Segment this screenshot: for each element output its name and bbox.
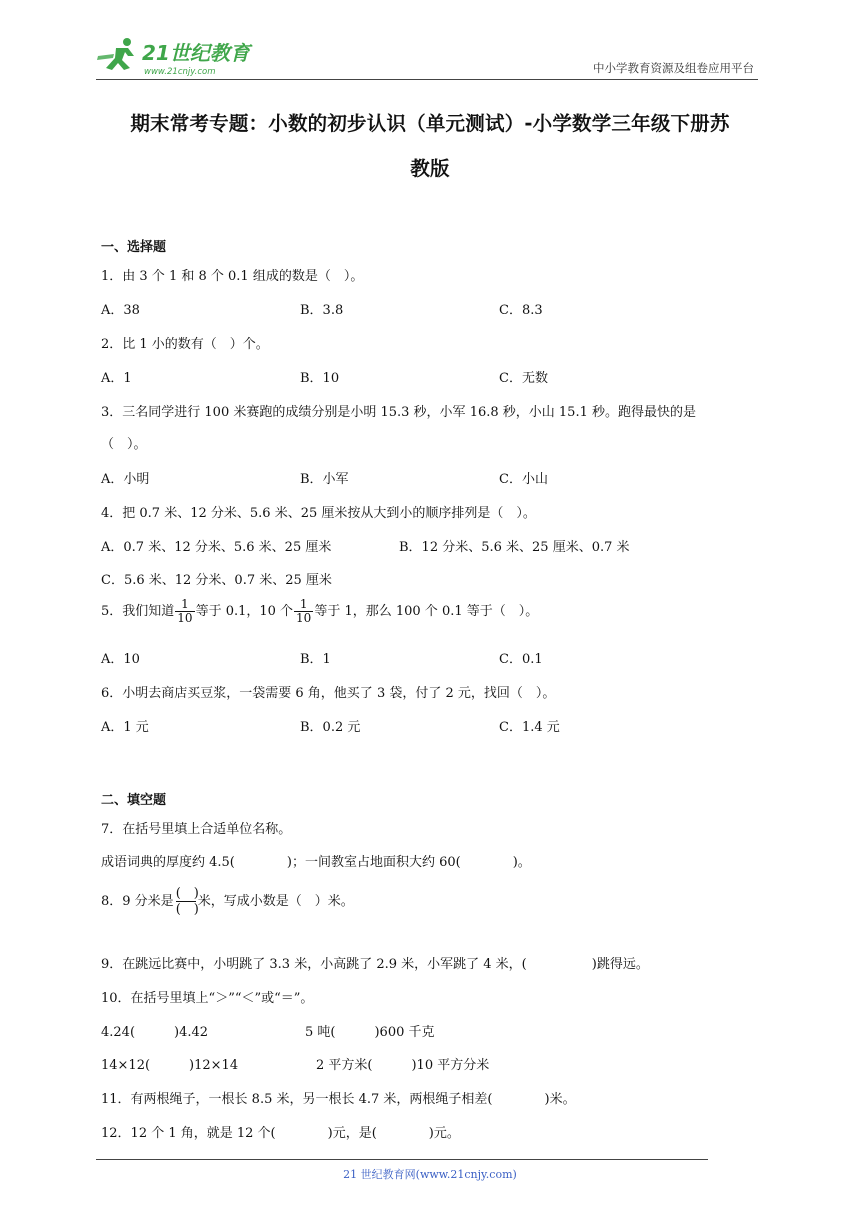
- q6-option-b: B．0.2 元: [300, 720, 361, 735]
- q6-option-a: A．1 元: [101, 720, 149, 735]
- q10-item-2: 5 吨( )600 千克: [305, 1025, 435, 1040]
- q8-text-1: 8．9 分米是: [101, 894, 174, 909]
- q5-option-c: C．0.1: [499, 652, 543, 667]
- question-7: 7．在括号里填上合适单位名称。: [101, 822, 292, 837]
- q1-option-a: A．38: [101, 303, 140, 318]
- question-6: 6．小明去商店买豆浆，一袋需要 6 角，他买了 3 袋，付了 2 元，找回（ ）。: [101, 686, 556, 701]
- question-3: 3．三名同学进行 100 米赛跑的成绩分别是小明 15.3 秒，小军 16.8 秒，小山 15.1 秒。跑得最快的是: [101, 405, 696, 420]
- fraction-numerator: 1: [175, 598, 194, 612]
- q5-text-3: 等于 1，那么 100 个 0.1 等于（ ）。: [314, 604, 539, 619]
- question-12: 12．12 个 1 角，就是 12 个( )元，是( )元。: [101, 1126, 460, 1141]
- q2-option-a: A．1: [101, 371, 132, 386]
- q3-option-b: B．小军: [300, 472, 349, 487]
- fraction-one-tenth: [175, 598, 194, 625]
- q10-item-3: 14×12( )12×14: [101, 1058, 239, 1073]
- site-logo: [94, 34, 254, 78]
- question-11: 11．有两根绳子，一根长 8.5 米，另一根长 4.7 米，两根绳子相差( )米。: [101, 1092, 576, 1107]
- q8-text-2: 米，写成小数是（ ）米。: [197, 894, 354, 909]
- fraction-blank-numerator: ( ): [175, 886, 199, 901]
- header-divider: [96, 79, 758, 80]
- q6-option-c: C．1.4 元: [499, 720, 560, 735]
- question-10: 10．在括号里填上“＞”“＜”或“＝”。: [101, 991, 314, 1006]
- q1-option-c: C．8.3: [499, 303, 543, 318]
- q5-option-b: B．1: [300, 652, 331, 667]
- question-9: 9．在跳远比赛中，小明跳了 3.3 米，小高跳了 2.9 米，小军跳了 4 米，( )跳得远。: [101, 957, 649, 972]
- q5-option-a: A．10: [101, 652, 140, 667]
- question-4: 4．把 0.7 米、12 分米、5.6 米、25 厘米按从大到小的顺序排列是（ ）。: [101, 506, 536, 521]
- document-title-line-2: 教版: [410, 157, 450, 180]
- q2-option-b: B．10: [300, 371, 340, 386]
- fraction-denominator: 10: [177, 611, 193, 625]
- fraction-one-tenth: [294, 598, 313, 625]
- q5-text-2: 等于 0.1，10 个: [195, 604, 294, 619]
- q3-option-a: A．小明: [101, 472, 150, 487]
- logo-text: 21世纪教育: [142, 41, 250, 65]
- section-heading-choice: 一、选择题: [101, 240, 167, 255]
- q1-option-b: B．3.8: [300, 303, 344, 318]
- footer-divider: [96, 1159, 708, 1160]
- fraction-numerator: 1: [294, 598, 313, 612]
- logo-url: www.21cnjy.com: [144, 67, 216, 77]
- question-1: 1．由 3 个 1 和 8 个 0.1 组成的数是（ ）。: [101, 269, 364, 284]
- fraction-denominator: 10: [296, 611, 312, 625]
- q10-item-4: 2 平方米( )10 平方分米: [316, 1058, 490, 1073]
- footer-link[interactable]: 21 世纪教育网(www.21cnjy.com): [343, 1168, 517, 1181]
- document-title-line-1: 期末常考专题：小数的初步认识（单元测试）-小学数学三年级下册苏: [130, 112, 730, 135]
- q5-text-1: 5．我们知道: [101, 604, 175, 619]
- q3-option-c: C．小山: [499, 472, 548, 487]
- question-5: [101, 598, 538, 625]
- question-2: 2．比 1 小的数有（ ）个。: [101, 337, 269, 352]
- fraction-blank-denominator: ( ): [175, 902, 199, 917]
- platform-label: 中小学教育资源及组卷应用平台: [593, 61, 754, 75]
- question-8: [101, 886, 354, 917]
- section-heading-fill: 二、填空题: [101, 793, 167, 808]
- q4-option-c: C．5.6 米、12 分米、0.7 米、25 厘米: [101, 573, 332, 588]
- question-7-line: 成语词典的厚度约 4.5( )；一间教室占地面积大约 60( )。: [101, 855, 531, 870]
- q2-option-c: C．无数: [499, 371, 548, 386]
- fraction-blank: [175, 886, 199, 917]
- q10-item-1: 4.24( )4.42: [101, 1025, 209, 1040]
- q4-option-b: B．12 分米、5.6 米、25 厘米、0.7 米: [399, 540, 630, 555]
- q4-option-a: A．0.7 米、12 分米、5.6 米、25 厘米: [101, 540, 332, 555]
- question-3-continued: （ ）。: [101, 437, 147, 452]
